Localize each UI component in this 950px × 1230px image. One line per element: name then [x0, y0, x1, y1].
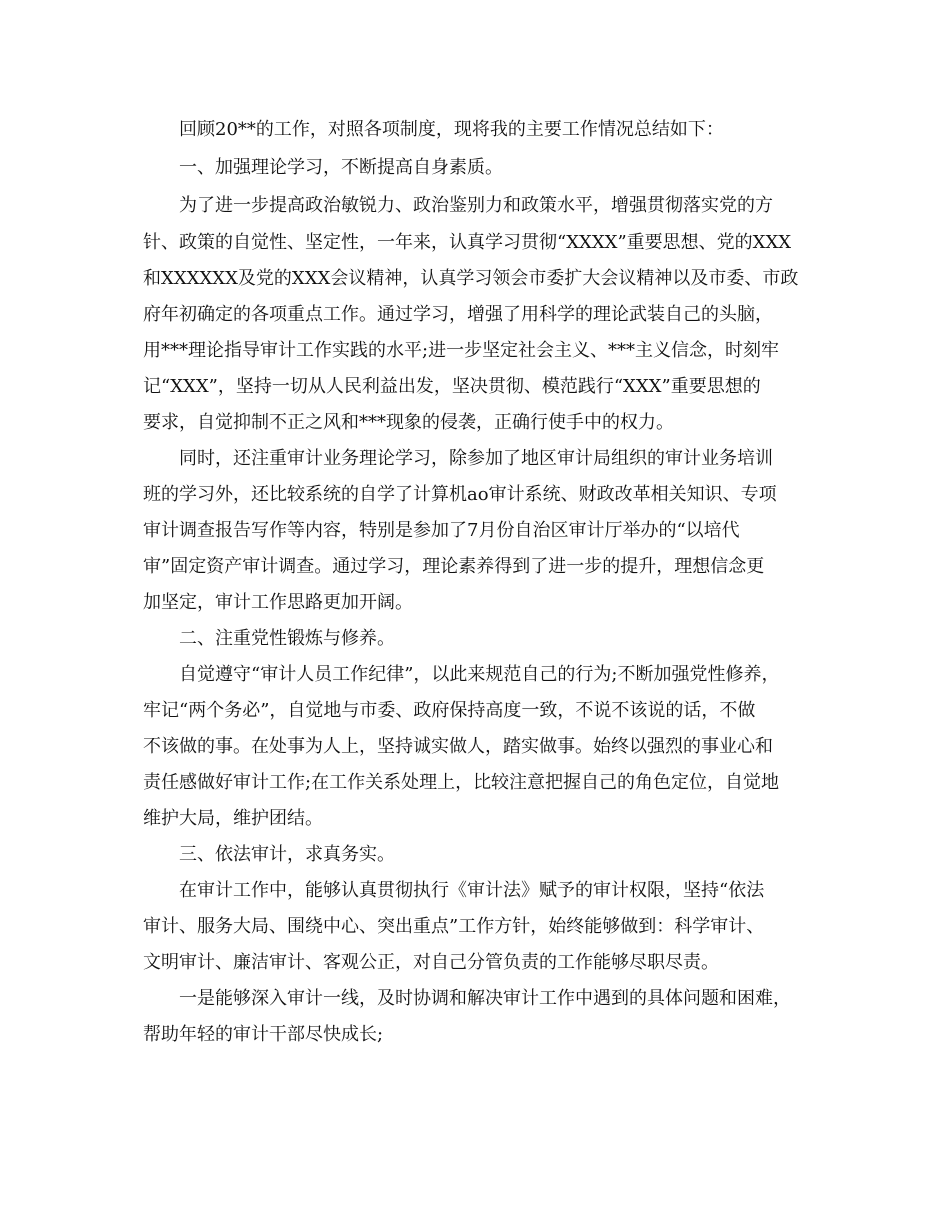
- paragraph-line: 记“XXX”，坚持一切从人民利益出发，坚决贯彻、模范践行“XXX”重要思想的: [143, 376, 761, 397]
- paragraph-line: 责任感做好审计工作;在工作关系处理上，比较注意把握自己的角色定位，自觉地: [143, 772, 780, 793]
- paragraph-line: 牢记“两个务必”，自觉地与市委、政府保持高度一致，不说不该说的话，不做: [143, 700, 756, 721]
- paragraph-line: 为了进一步提高政治敏锐力、政治鉴别力和政策水平，增强贯彻落实党的方: [179, 195, 773, 216]
- paragraph-line: 同时，还注重审计业务理论学习，除参加了地区审计局组织的审计业务培训: [179, 448, 773, 469]
- paragraph-line: 帮助年轻的审计干部尽快成长;: [143, 1024, 384, 1045]
- paragraph-line: 要求，自觉抑制不正之风和***现象的侵袭，正确行使手中的权力。: [143, 412, 674, 433]
- paragraph-line: 和XXXXXX及党的XXX会议精神，认真学习领会市委扩大会议精神以及市委、市政: [143, 268, 799, 289]
- paragraph-line: 针、政策的自觉性、坚定性，一年来，认真学习贯彻“XXXX”重要思想、党的XXX: [143, 232, 792, 253]
- paragraph-line: 审”固定资产审计调查。通过学习，理论素养得到了进一步的提升，理想信念更: [143, 556, 765, 577]
- paragraph-line: 回顾20**的工作，对照各项制度，现将我的主要工作情况总结如下：: [179, 119, 724, 140]
- paragraph-line: 班的学习外，还比较系统的自学了计算机ao审计系统、财政改革相关知识、专项: [143, 484, 777, 505]
- paragraph-line: 文明审计、廉洁审计、客观公正，对自己分管负责的工作能够尽职尽责。: [143, 952, 719, 973]
- paragraph-line: 审计、服务大局、围绕中心、突出重点”工作方针，始终能够做到：科学审计、: [143, 916, 765, 937]
- paragraph-line: 在审计工作中，能够认真贯彻执行《审计法》赋予的审计权限，坚持“依法: [179, 880, 765, 901]
- paragraph-line: 审计调查报告写作等内容，特别是参加了7月份自治区审计厅举办的“以培代: [143, 520, 740, 541]
- section-heading: 二、注重党性锻炼与修养。: [179, 628, 395, 649]
- section-heading: 三、依法审计，求真务实。: [179, 844, 395, 865]
- paragraph-line: 府年初确定的各项重点工作。通过学习，增强了用科学的理论武装自己的头脑，: [143, 304, 773, 325]
- paragraph-line: 维护大局，维护团结。: [143, 808, 323, 829]
- paragraph-line: 自觉遵守“审计人员工作纪律”，以此来规范自己的行为;不断加强党性修养，: [179, 664, 780, 685]
- paragraph-line: 一是能够深入审计一线，及时协调和解决审计工作中遇到的具体问题和困难，: [179, 988, 791, 1009]
- paragraph-line: 加坚定，审计工作思路更加开阔。: [143, 592, 413, 613]
- paragraph-line: 不该做的事。在处事为人上，坚持诚实做人，踏实做事。始终以强烈的事业心和: [143, 736, 773, 757]
- section-heading: 一、加强理论学习，不断提高自身素质。: [179, 157, 503, 178]
- paragraph-line: 用***理论指导审计工作实践的水平;进一步坚定社会主义、***主义信念，时刻牢: [143, 340, 780, 361]
